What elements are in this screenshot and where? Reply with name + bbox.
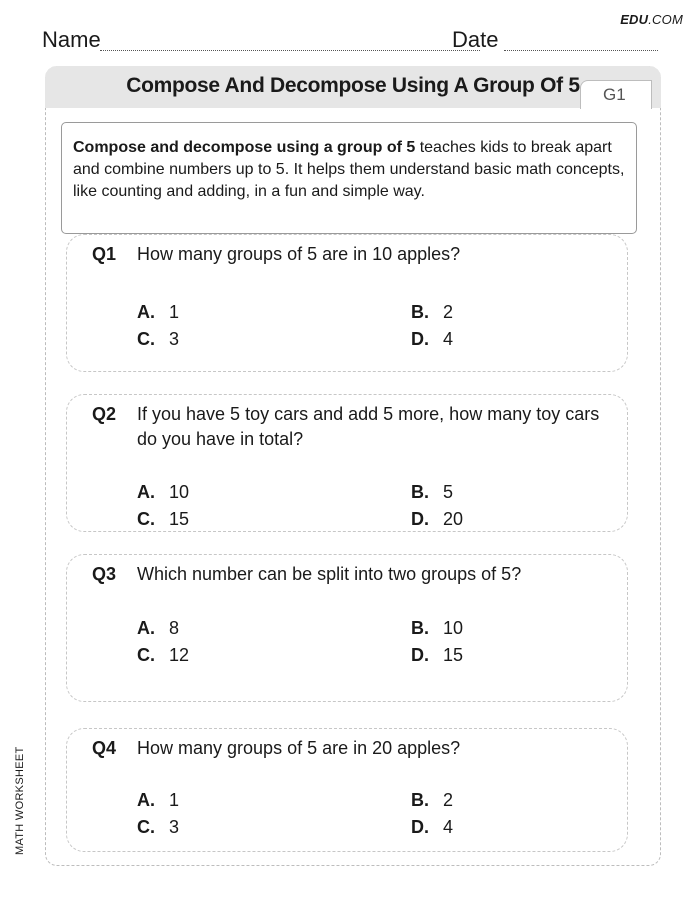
intro-box xyxy=(61,122,637,234)
side-label: MATH WORKSHEET xyxy=(14,746,26,855)
date-label: Date xyxy=(452,27,499,52)
option-d[interactable]: D. 15 xyxy=(411,645,464,665)
option-c[interactable]: C. 15 xyxy=(137,509,190,529)
option-a[interactable]: A. 1 xyxy=(137,302,180,322)
intro-bold: Compose and decompose using a group of 5 xyxy=(73,139,416,156)
question-text: How many groups of 5 are in 20 apples? xyxy=(137,738,461,758)
option-c[interactable]: C. 12 xyxy=(137,645,190,665)
question-card-2 xyxy=(66,394,628,532)
option-b[interactable]: B. 2 xyxy=(411,302,454,322)
question-card-1 xyxy=(66,234,628,372)
brand-bold: EDU xyxy=(620,12,649,27)
grade-tag: G1 xyxy=(580,80,652,109)
question-text: Which number can be split into two groups of 5? xyxy=(137,564,522,584)
option-b[interactable]: B. 5 xyxy=(411,482,454,502)
question-number: Q1 xyxy=(92,244,117,264)
option-a[interactable]: A. 8 xyxy=(137,618,180,638)
worksheet-title: Compose And Decompose Using A Group Of 5 xyxy=(126,74,580,97)
question-number: Q3 xyxy=(92,564,117,584)
name-date-row xyxy=(42,28,658,52)
question-text: How many groups of 5 are in 10 apples? xyxy=(137,244,461,264)
option-a[interactable]: A. 1 xyxy=(137,790,180,810)
option-c[interactable]: C. 3 xyxy=(137,817,180,837)
option-b[interactable]: B. 10 xyxy=(411,618,464,638)
option-a[interactable]: A. 10 xyxy=(137,482,190,502)
date-field[interactable] xyxy=(504,50,658,51)
question-number: Q4 xyxy=(92,738,117,758)
question-card-4 xyxy=(66,728,628,852)
option-b[interactable]: B. 2 xyxy=(411,790,454,810)
option-d[interactable]: D. 20 xyxy=(411,509,464,529)
brand-rest: .COM xyxy=(648,12,683,27)
option-d[interactable]: D. 4 xyxy=(411,817,454,837)
question-text: If you have 5 toy cars and add 5 more, how many toy cars do you have in total? xyxy=(137,404,600,449)
option-c[interactable]: C. 3 xyxy=(137,329,180,349)
brand-logo xyxy=(620,12,683,27)
intro-text: teaches kids to break apart and combine numbers up to 5. It helps them understand basic math concepts, like counting and adding, in a fun and simple way. xyxy=(73,139,625,200)
name-field[interactable] xyxy=(100,50,480,51)
question-card-3 xyxy=(66,554,628,702)
name-label: Name xyxy=(42,27,101,52)
question-number: Q2 xyxy=(92,404,117,424)
option-d[interactable]: D. 4 xyxy=(411,329,454,349)
